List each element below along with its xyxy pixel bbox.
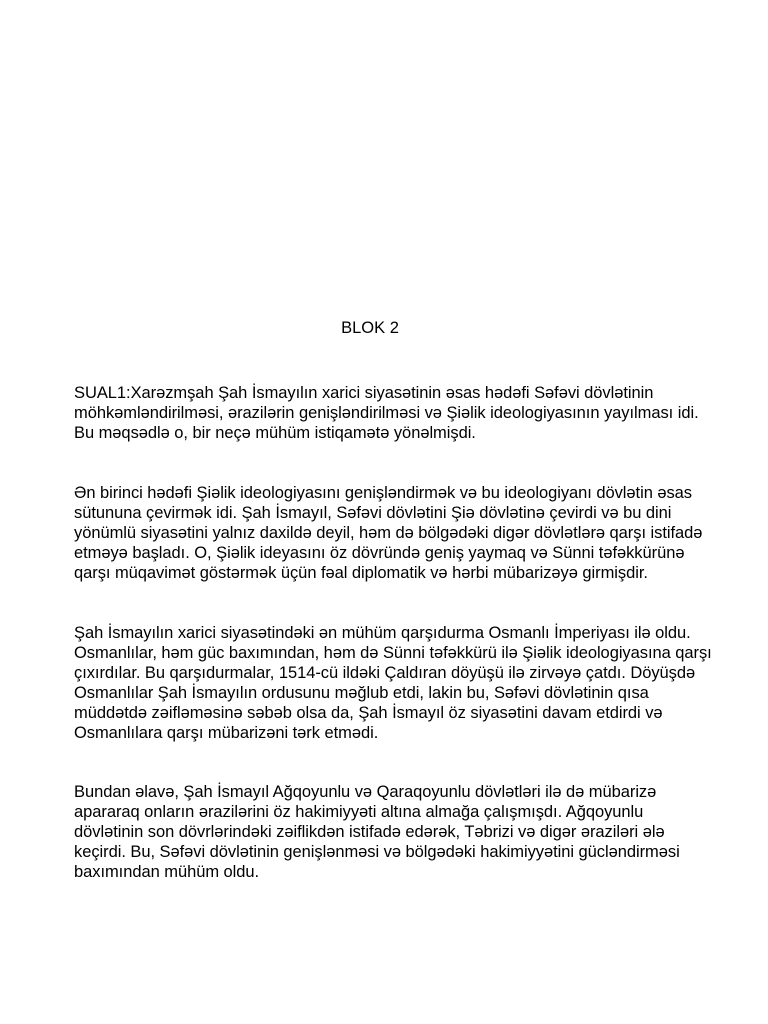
paragraph-4: Bundan əlavə, Şah İsmayıl Ağqoyunlu və Qaraqoyunlu dövlətləri ilə də mübarizə apararaq onların ərazilərini öz hakimiyyəti altına almağa çalışmışdı. Ağqoyunlu dövlətinin son dövrlərindəki zəiflikdən istifadə edərək, Təbrizi və digər əraziləri ələ keçirdi. Bu, Səfəvi dövlətinin genişlənməsi və bölgədəki hakimiyyətini gücləndirməsi baxımından mühüm oldu. [74,783,680,881]
paragraph-2: Ən birinci hədəfi Şiəlik ideologiyasını genişləndirmək və bu ideologiyanı dövlətin əsas sütununa çevirmək idi. Şah İsmayıl, Səfəvi dövlətini Şiə dövlətinə çevirdi və bu dini yönümlü siyasətini yalnız daxildə deyil, həm də bölgədəki digər dövlətlərə qarşı istifadə etməyə başladı. O, Şiəlik ideyasını öz dövründə geniş yaymaq və Sünni təfəkkürünə qarşı müqavimət göstərmək üçün fəal diplomatik və hərbi mübarizəyə girmişdir. [74,484,703,582]
document-heading: BLOK 2 [341,319,399,337]
paragraph-3: Şah İsmayılın xarici siyasətindəki ən mühüm qarşıdurma Osmanlı İmperiyası ilə oldu. Osmanlılar, həm güc baxımından, həm də Sünni təfəkkürü ilə Şiəlik ideologiyasına qarşı çıxırdılar. Bu qarşıdurmalar, 1514-cü ildəki Çaldıran döyüşü ilə zirvəyə çatdı. Döyüşdə Osmanlılar Şah İsmayılın ordusunu məğlub etdi, lakin bu, Səfəvi dövlətinin qısa müddətdə zəifləməsinə səbəb olsa da, Şah İsmayıl öz siyasətini davam etdirdi və Osmanlılara qarşı mübarizəni tərk etmədi. [74,624,712,742]
paragraph-1: SUAL1:Xarəzmşah Şah İsmayılın xarici siyasətinin əsas hədəfi Səfəvi dövlətinin möhkəmləndirilməsi, ərazilərin genişləndirilməsi və Şiəlik ideologiyasının yayılması idi. Bu məqsədlə o, bir neçə mühüm istiqamətə yönəlmişdi. [74,384,699,442]
